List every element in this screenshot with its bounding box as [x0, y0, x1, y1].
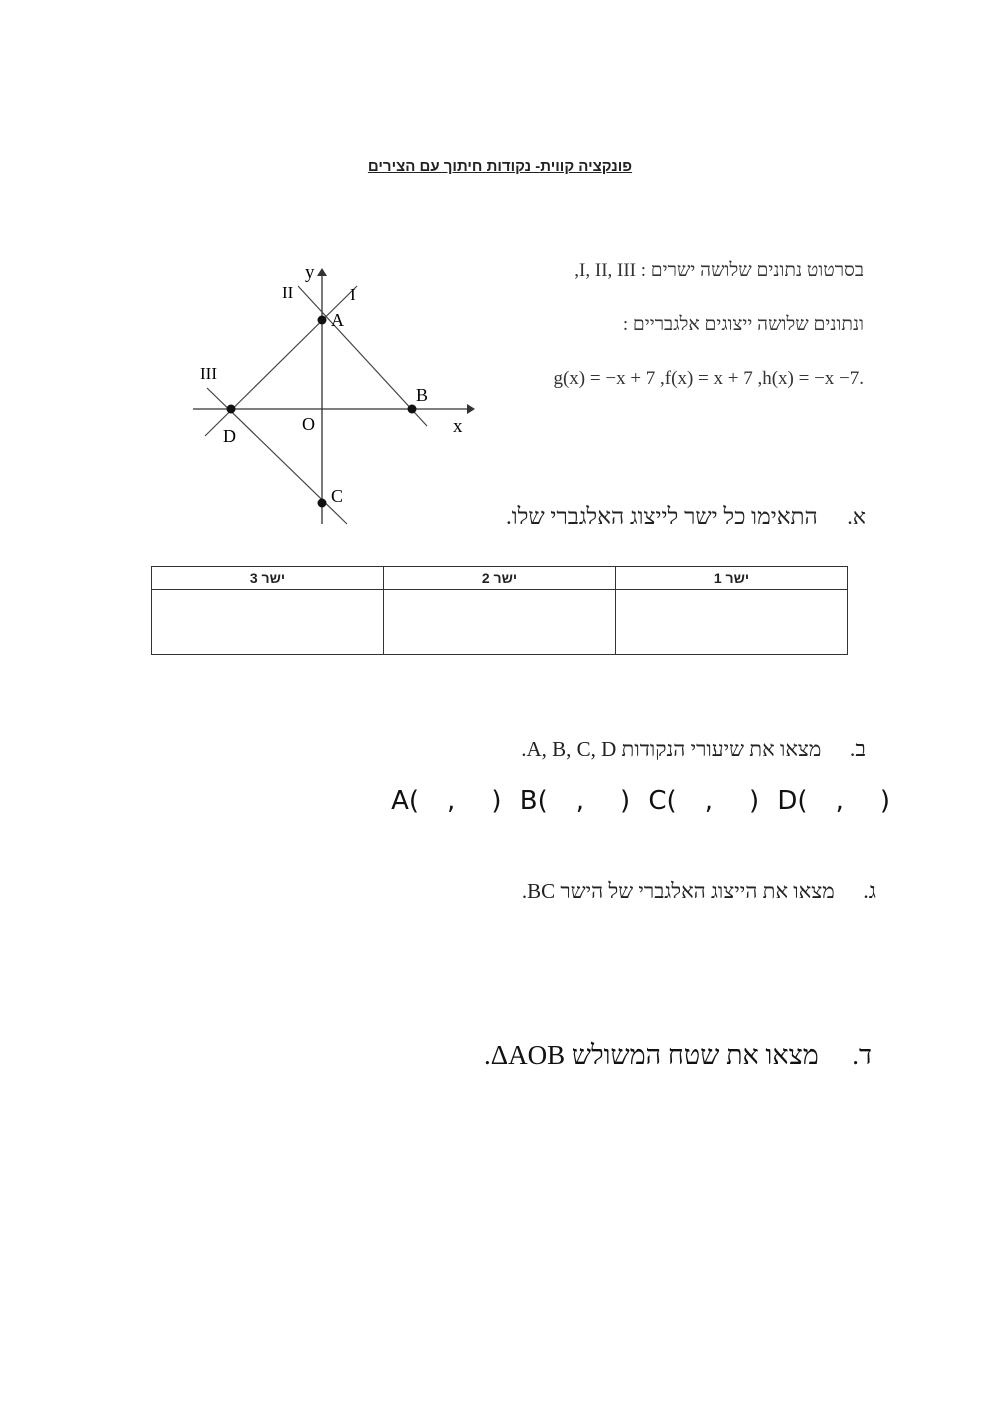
- label-origin: O: [302, 414, 315, 434]
- coord-b-open: B(: [519, 786, 548, 816]
- coordinate-blanks: [391, 786, 890, 816]
- coord-d-comma: ,: [835, 786, 844, 816]
- question-d-letter: ד.: [852, 1040, 872, 1070]
- coord-d-close: ): [879, 786, 890, 816]
- coord-d-open: D(: [777, 786, 808, 816]
- question-b-letter: ב.: [849, 736, 866, 761]
- table-cell-line-2[interactable]: [384, 590, 616, 655]
- intro-line-1: בסרטוט נתונים שלושה ישרים : I, II, III,: [574, 260, 864, 281]
- label-x: x: [453, 416, 463, 437]
- table-header-line-3: ישר 3: [152, 567, 384, 590]
- label-line-I: I: [350, 285, 356, 304]
- coord-a-close: ): [491, 786, 502, 816]
- coord-a-open: A(: [391, 786, 420, 816]
- label-line-II: II: [282, 283, 294, 302]
- intro-line-2: ונתונים שלושה ייצוגים אלגבריים :: [622, 314, 864, 335]
- page-title: פונקציה קווית- נקודות חיתוך עם הצירים: [367, 158, 633, 175]
- label-D: D: [223, 426, 236, 446]
- y-axis-arrow: [317, 268, 327, 276]
- intro-line-3: g(x) = −x + 7 ,f(x) = x + 7 ,h(x) = −x −7.: [553, 368, 864, 389]
- table-header-line-2: ישר 2: [384, 567, 616, 590]
- x-axis-arrow: [467, 404, 475, 414]
- point-B: [408, 405, 417, 414]
- table-cell-line-3[interactable]: [152, 590, 384, 655]
- coord-c-close: ): [748, 786, 760, 816]
- question-c-letter: ג.: [863, 878, 876, 903]
- coord-c-comma: ,: [704, 786, 713, 816]
- question-c: [436, 878, 876, 904]
- coord-b-comma: ,: [575, 786, 584, 816]
- coord-b-close: ): [619, 786, 631, 816]
- question-a-text: התאימו כל ישר לייצוג האלגברי שלו.: [506, 504, 818, 529]
- label-line-III: III: [200, 364, 217, 383]
- point-D: [227, 405, 236, 414]
- question-b: [446, 736, 866, 762]
- point-C: [318, 499, 327, 508]
- coord-a-comma: ,: [447, 786, 456, 816]
- table-header-line-1: ישר 1: [616, 567, 848, 590]
- question-c-text: מצאו את הייצוג האלגברי של הישר BC.: [521, 879, 835, 903]
- coord-c-open: C(: [648, 786, 677, 816]
- match-table: [151, 566, 848, 655]
- label-A: A: [331, 310, 344, 330]
- question-d-text: מצאו את שטח המשולש ΔAOB.: [483, 1040, 819, 1070]
- point-A: [318, 316, 327, 325]
- question-d: [412, 1040, 872, 1071]
- question-a-letter: א.: [847, 504, 866, 529]
- table-cell-line-1[interactable]: [616, 590, 848, 655]
- line-I: [205, 286, 357, 436]
- label-B: B: [416, 385, 429, 405]
- question-a: [446, 504, 866, 530]
- label-C: C: [331, 486, 344, 506]
- graph-figure: [185, 258, 485, 528]
- question-b-text: מצאו את שיעורי הנקודות A, B, C, D.: [521, 737, 822, 761]
- label-y: y: [305, 262, 315, 283]
- line-II: [298, 286, 427, 426]
